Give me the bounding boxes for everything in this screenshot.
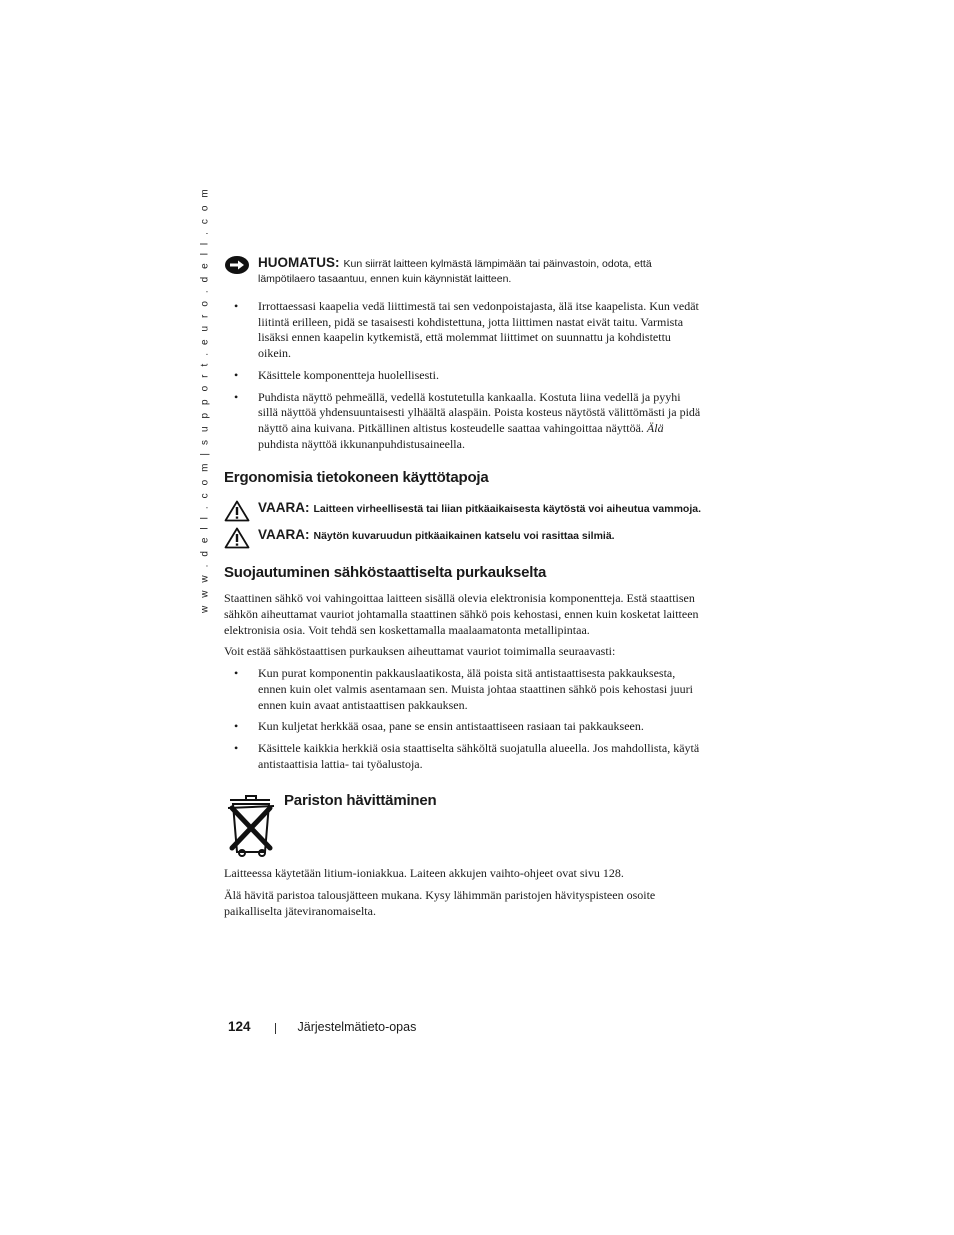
- warning-text: Laitteen virheellisestä tai liian pitkäaikaisesta käytöstä voi aiheutua vammoja.: [313, 503, 702, 516]
- notice-arrow-icon: [224, 255, 250, 275]
- warning-triangle-icon: [224, 527, 250, 549]
- crossed-bin-icon: [224, 794, 280, 858]
- list-item-text: Puhdista näyttö pehmeällä, vedellä kostutetulla kankaalla. Kostuta liina vedellä ja pyyhi sillä näyttöä yhdensuuntaisesti ylhäältä alaspäin. Poista kosteus näytöstä välittömästi ja pidä näyttö aina kuivana. Pitkällinen altistus kosteudelle saattaa vahingoittaa näyttöä.: [258, 389, 701, 435]
- footer-separator: [275, 1023, 276, 1034]
- battery-header: [224, 794, 702, 858]
- list-item: • Irrottaessasi kaapelia vedä liittimestä tai sen vedonpoistajasta, älä itse kaapelista. Kun vedät liitintä erilleen, pidä se tasaisesti kohdistettuna, jotta liittimen nastat eivät taitu. Varmista lisäksi ennen kaapelin kytkemistä, että molemmat liittimet on suunnattu ja kohdistettu oikein.: [224, 299, 702, 362]
- list-item: [224, 390, 702, 453]
- warning-eyes: [224, 527, 702, 544]
- esd-list: [224, 666, 702, 772]
- esd-paragraph: Voit estää sähköstaattisen purkauksen aiheuttamat vauriot toimimalla seuraavasti:: [224, 644, 616, 659]
- battery-paragraph: Älä hävitä paristoa talousjätteen mukana. Kysy lähimmän paristojen hävityspisteen osoite paikalliselta jäteviranomaiselta.: [224, 888, 656, 918]
- heading-esd: Suojautuminen sähköstaattiselta purkaukselta: [224, 564, 547, 582]
- heading-battery: Pariston hävittäminen: [284, 792, 437, 810]
- page-number: 124: [228, 1019, 251, 1034]
- notice-text: Kun siirrät laitteen kylmästä lämpimään tai päinvastoin, odota, että lämpötilaero tasaantuu, ennen kuin käynnistät laitteen.: [258, 258, 652, 285]
- notice-label: HUOMATUS:: [258, 255, 340, 270]
- warning-triangle-icon: [224, 500, 250, 522]
- list-item-tail: puhdista näyttöä ikkunanpuhdistusaineella.: [258, 436, 465, 451]
- battery-paragraph: Laitteessa käytetään litium-ioniakkua. Laiteen akkujen vaihto-ohjeet ovat sivu 128.: [224, 866, 624, 881]
- esd-paragraph: Staattinen sähkö voi vahingoittaa laitteen sisällä olevia elektronisia komponentteja. Estä staattisen sähkön aiheuttamat vauriot johtamalla staattinen sähkö pois kehostasi, ennen kuin kosketat laitteen elektronisia osia. Voit tehdä sen koskettamalla maalaamatonta metallipintaa.: [224, 591, 699, 637]
- side-url: w w w . d e l l . c o m | s u p p o r t . e u r o . d e l l . c o m: [199, 186, 211, 614]
- warning-text: Näytön kuvaruudun pitkäaikainen katselu voi rasittaa silmiä.: [313, 530, 615, 543]
- warning-injury: [224, 500, 702, 517]
- list-item-emphasis: Älä: [646, 420, 664, 435]
- warning-label: VAARA:: [258, 500, 310, 516]
- list-item: • Käsittele komponentteja huolellisesti.: [224, 368, 702, 384]
- handling-list: [224, 299, 702, 452]
- notice-huomatus: [224, 255, 702, 287]
- list-item: • Käsittele kaikkia herkkiä osia staattiselta sähköltä suojatulla alueella. Jos mahdollista, käytä antistaattisia lattia- tai työalustoja.: [224, 741, 702, 772]
- footer-title: Järjestelmätieto-opas: [297, 1020, 417, 1034]
- page-content: [224, 250, 702, 919]
- list-item: • Kun kuljetat herkkää osaa, pane se ensin antistaattiseen rasiaan tai pakkaukseen.: [224, 719, 702, 735]
- list-item: • Kun purat komponentin pakkauslaatikosta, älä poista sitä antistaattisesta pakkauksesta, ennen kuin olet valmis asentamaan sen. Muista johtaa staattinen sähkö pois kehostasi juuri ennen kuin avaat antistaattisen pakkauksen.: [224, 666, 702, 713]
- warning-label: VAARA:: [258, 527, 310, 543]
- heading-ergonomics: Ergonomisia tietokoneen käyttötapoja: [224, 469, 489, 487]
- page-footer: [228, 1019, 416, 1034]
